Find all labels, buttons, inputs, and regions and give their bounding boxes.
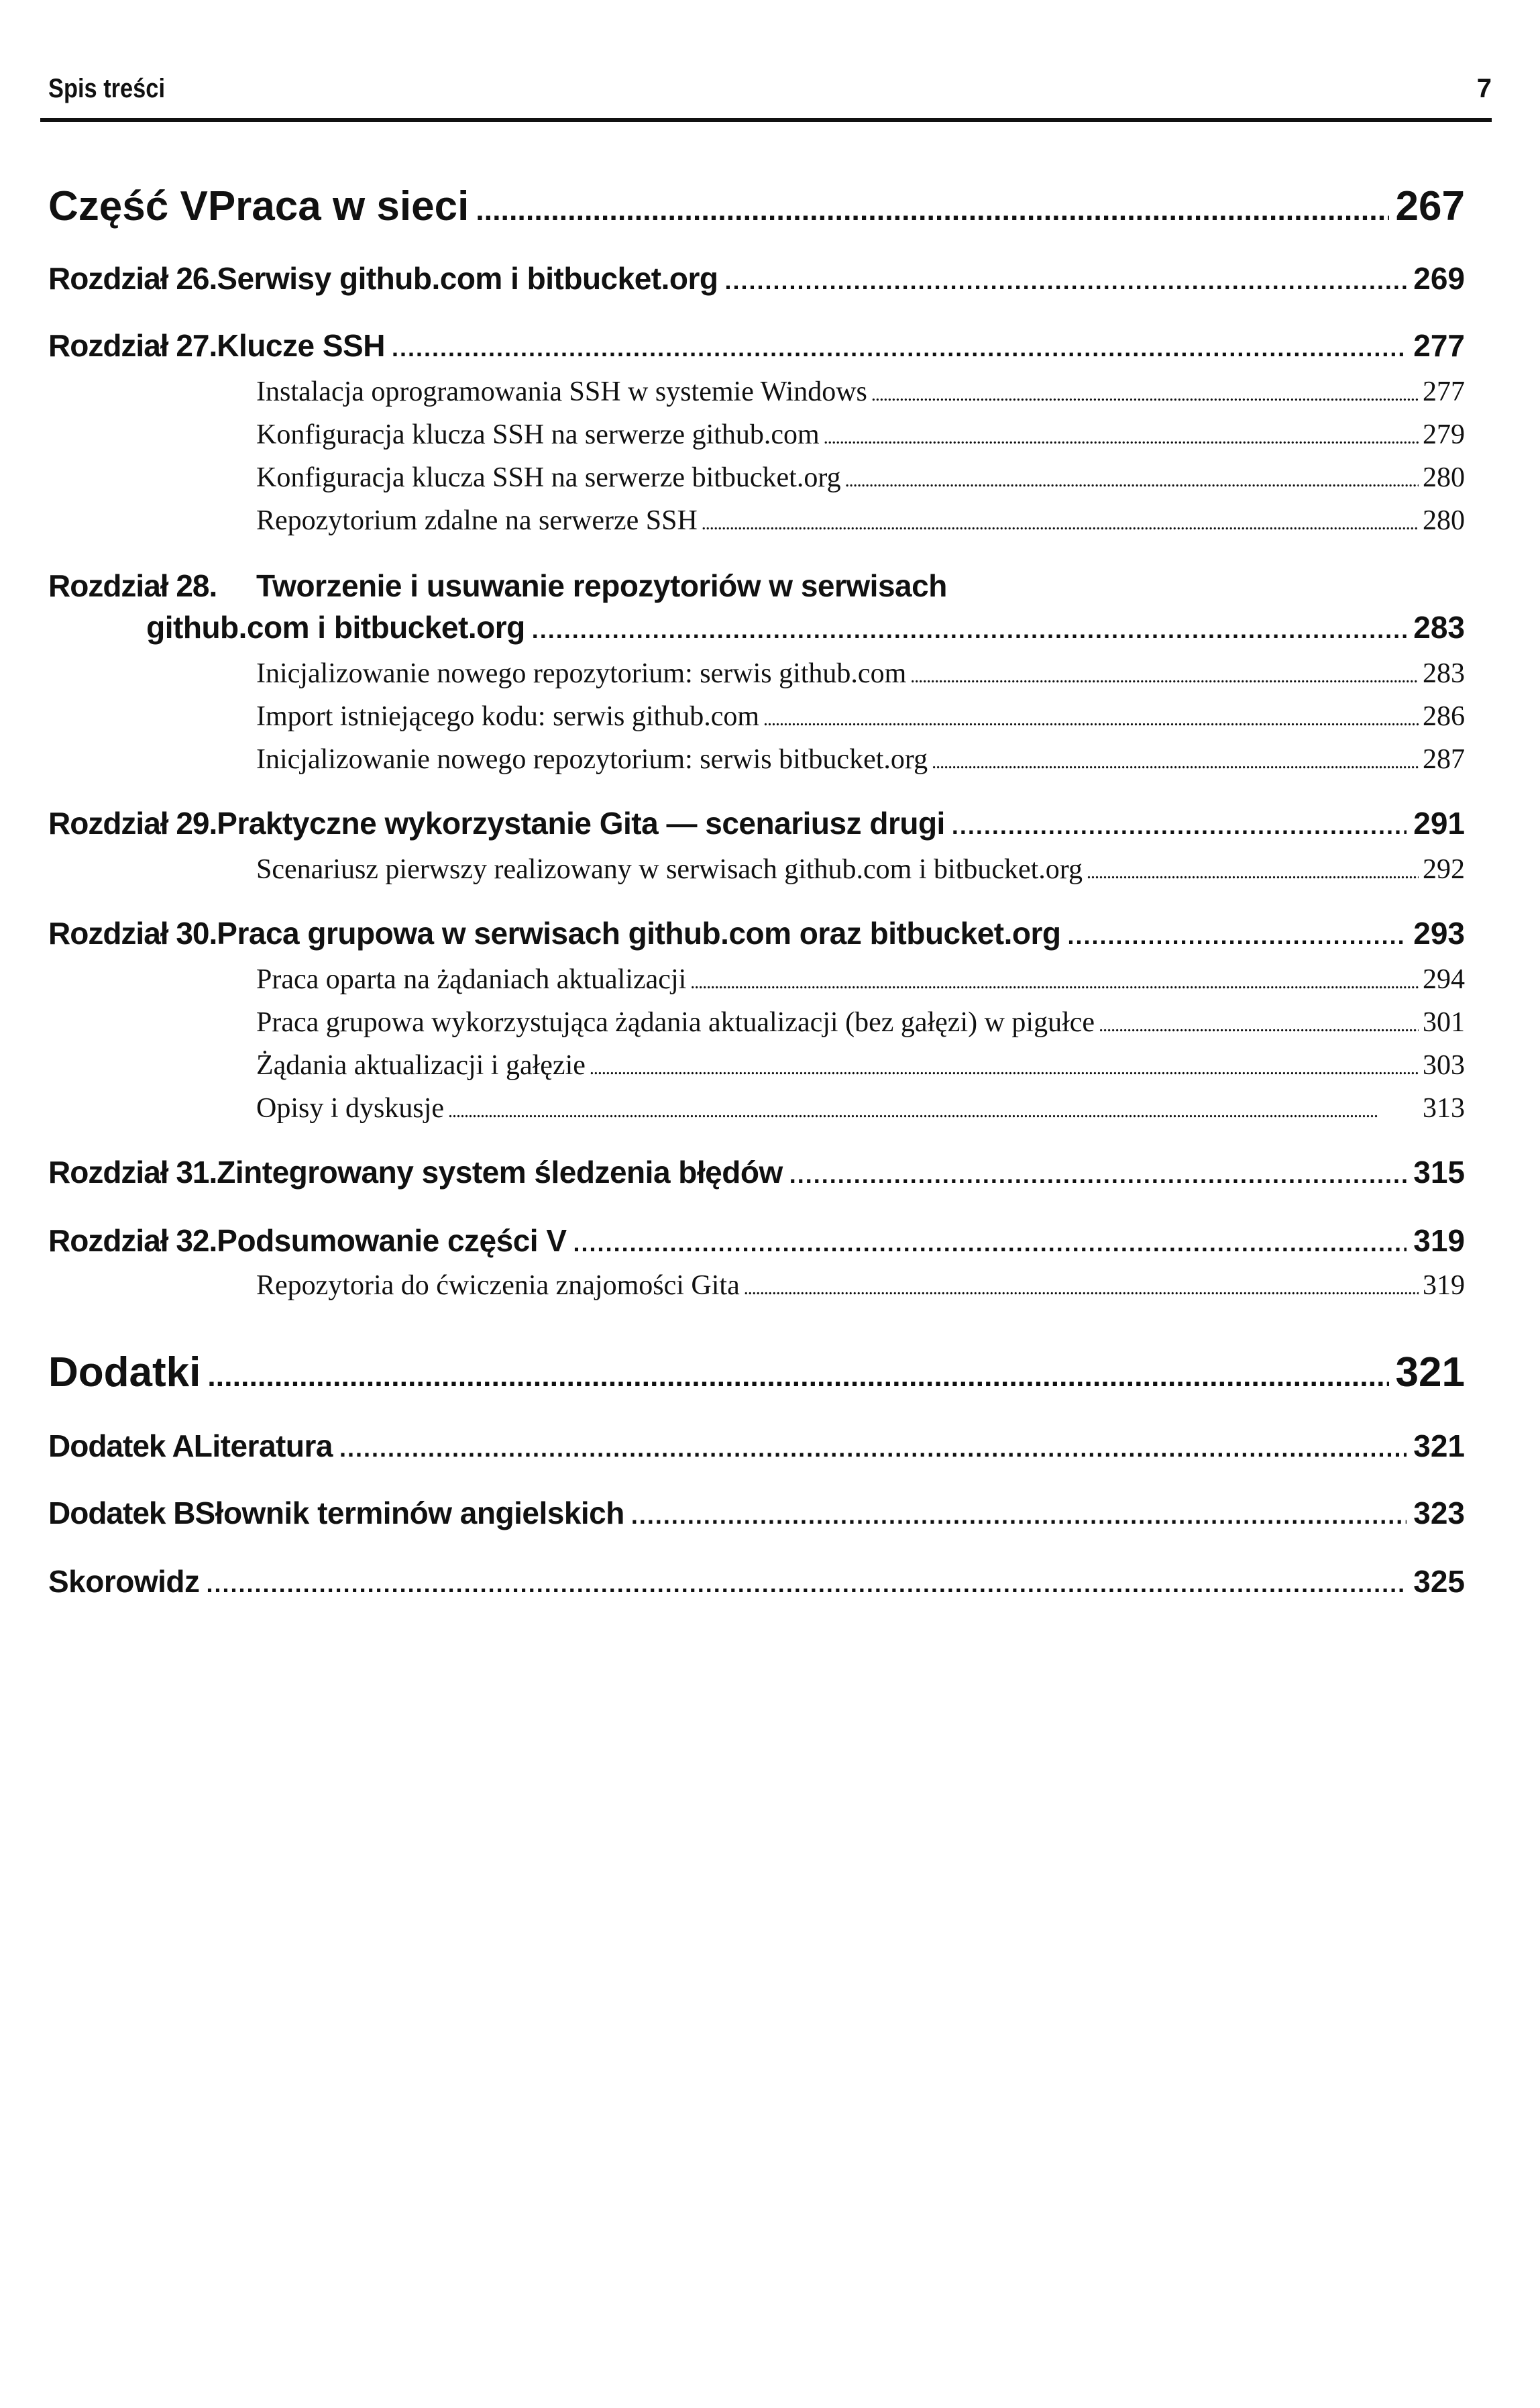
appendix-page: 323	[1413, 1496, 1465, 1530]
section-title: Opisy i dyskusje	[256, 1093, 445, 1124]
chapter-label: Rozdział 32.	[48, 1223, 217, 1258]
dot-leader	[339, 1428, 1407, 1464]
section-page: 283	[1423, 658, 1465, 689]
chapter-title: Zintegrowany system śledzenia błędów	[217, 1155, 783, 1190]
toc-section-entry[interactable]	[48, 1049, 1465, 1082]
chapter-title: Podsumowanie części V	[217, 1223, 567, 1258]
toc-chapter-entry[interactable]	[48, 915, 1465, 951]
section-page: 277	[1423, 376, 1465, 407]
toc-chapter-entry[interactable]	[48, 1154, 1465, 1190]
part-page: 267	[1395, 183, 1465, 229]
appendices-title: Dodatki	[48, 1349, 201, 1396]
dot-leader	[824, 419, 1419, 451]
toc-section-entry[interactable]	[48, 462, 1465, 494]
chapter-page: 315	[1413, 1155, 1465, 1190]
toc-appendices-entry[interactable]	[48, 1349, 1465, 1396]
section-page: 279	[1423, 419, 1465, 450]
toc-section-entry[interactable]	[48, 1006, 1465, 1039]
chapter-title-line1: Tworzenie i usuwanie repozytoriów w serwisach	[256, 568, 947, 603]
part-title: Praca w sieci	[207, 183, 470, 229]
chapter-label: Rozdział 31.	[48, 1155, 217, 1190]
dot-leader	[725, 260, 1407, 297]
toc-section-entry[interactable]	[48, 1092, 1465, 1124]
section-title: Praca oparta na żądaniach aktualizacji	[256, 964, 687, 995]
toc-section-entry[interactable]	[48, 700, 1465, 733]
section-title: Repozytoria do ćwiczenia znajomości Gita	[256, 1270, 740, 1301]
toc-section-entry[interactable]	[48, 505, 1465, 537]
appendices-page: 321	[1395, 1349, 1465, 1396]
dot-leader	[789, 1154, 1407, 1190]
toc-section-entry[interactable]	[48, 963, 1465, 996]
toc-chapter-entry[interactable]	[48, 327, 1465, 364]
dot-leader	[448, 1092, 1419, 1124]
dot-leader	[744, 1269, 1419, 1302]
running-head	[48, 74, 1492, 114]
section-title: Konfiguracja klucza SSH na serwerze bitbucket.org	[256, 462, 841, 493]
section-page: 294	[1423, 964, 1465, 995]
section-title: Import istniejącego kodu: serwis github.com	[256, 701, 760, 732]
chapter-page: 277	[1413, 328, 1465, 363]
section-title: Repozytorium zdalne na serwerze SSH	[256, 505, 698, 536]
section-title: Praca grupowa wykorzystująca żądania aktualizacji (bez gałęzi) w pigułce	[256, 1007, 1095, 1038]
section-title: Konfiguracja klucza SSH na serwerze github.com	[256, 419, 820, 450]
toc-appendix-entry[interactable]	[48, 1495, 1465, 1531]
chapter-title: github.com i bitbucket.org	[146, 610, 525, 645]
dot-leader	[207, 1349, 1388, 1396]
chapter-title: Serwisy github.com i bitbucket.org	[217, 261, 718, 296]
section-page: 292	[1423, 854, 1465, 885]
dot-leader	[690, 963, 1419, 996]
chapter-label: Rozdział 30.	[48, 916, 217, 951]
toc-chapter-entry[interactable]	[48, 260, 1465, 297]
chapter-page: 269	[1413, 261, 1465, 296]
dot-leader	[845, 462, 1419, 494]
section-title: Inicjalizowanie nowego repozytorium: serwis github.com	[256, 658, 907, 689]
appendix-page: 321	[1413, 1428, 1465, 1463]
dot-leader	[476, 182, 1388, 230]
chapter-title: Praktyczne wykorzystanie Gita — scenariusz drugi	[217, 806, 945, 841]
chapter-page: 319	[1413, 1223, 1465, 1258]
dot-leader	[702, 505, 1419, 537]
dot-leader	[763, 700, 1419, 733]
dot-leader	[1099, 1006, 1419, 1039]
section-page: 303	[1423, 1050, 1465, 1081]
toc-chapter-entry[interactable]	[48, 805, 1465, 841]
toc-chapter-entry[interactable]	[48, 568, 1465, 604]
section-title: Żądania aktualizacji i gałęzie	[256, 1050, 586, 1081]
dot-leader	[532, 609, 1407, 645]
chapter-label: Rozdział 29.	[48, 806, 217, 841]
section-page: 301	[1423, 1007, 1465, 1038]
toc-chapter-entry[interactable]	[48, 1222, 1465, 1259]
toc-part-entry[interactable]	[48, 182, 1465, 230]
dot-leader	[871, 376, 1419, 408]
section-page: 280	[1423, 505, 1465, 536]
section-title: Instalacja oprogramowania SSH w systemie Windows	[256, 376, 867, 407]
running-head-title: Spis treści	[48, 74, 166, 103]
dot-leader	[1068, 915, 1407, 951]
section-title: Scenariusz pierwszy realizowany w serwisach github.com i bitbucket.org	[256, 854, 1083, 885]
section-title: Inicjalizowanie nowego repozytorium: serwis bitbucket.org	[256, 744, 928, 775]
section-page: 280	[1423, 462, 1465, 493]
toc-section-entry[interactable]	[48, 658, 1465, 690]
dot-leader	[392, 327, 1407, 364]
toc-section-entry[interactable]	[48, 853, 1465, 886]
index-title: Skorowidz	[48, 1564, 200, 1599]
chapter-page: 291	[1413, 806, 1465, 841]
index-page: 325	[1413, 1564, 1465, 1599]
part-label: Część V	[48, 183, 208, 229]
dot-leader	[910, 658, 1419, 690]
chapter-page: 283	[1413, 610, 1465, 645]
dot-leader	[207, 1563, 1407, 1600]
chapter-title: Klucze SSH	[217, 328, 385, 363]
chapter-label: Rozdział 27.	[48, 328, 217, 363]
appendix-label: Dodatek A	[48, 1428, 194, 1463]
dot-leader	[1087, 853, 1419, 886]
chapter-label: Rozdział 26.	[48, 261, 217, 296]
toc-section-entry[interactable]	[48, 1269, 1465, 1302]
appendix-title: Literatura	[193, 1428, 333, 1463]
dot-leader	[952, 805, 1407, 841]
chapter-title: Praca grupowa w serwisach github.com oraz bitbucket.org	[217, 916, 1061, 951]
section-page: 313	[1423, 1093, 1465, 1124]
toc-section-entry[interactable]	[48, 419, 1465, 451]
chapter-page: 293	[1413, 916, 1465, 951]
header-rule	[40, 118, 1492, 122]
toc-appendix-entry[interactable]	[48, 1428, 1465, 1464]
section-page: 287	[1423, 744, 1465, 775]
section-page: 319	[1423, 1270, 1465, 1301]
running-head-page-number: 7	[1476, 74, 1492, 103]
toc-section-entry[interactable]	[48, 376, 1465, 408]
dot-leader	[631, 1495, 1407, 1531]
appendix-title: Słownik terminów angielskich	[195, 1496, 624, 1530]
toc-section-entry[interactable]	[48, 743, 1465, 776]
dot-leader	[573, 1222, 1407, 1259]
toc-chapter-entry-continued[interactable]	[48, 609, 1465, 645]
toc-index-entry[interactable]	[48, 1563, 1465, 1600]
chapter-label: Rozdział 28.	[48, 568, 217, 603]
dot-leader	[932, 743, 1419, 776]
dot-leader	[590, 1049, 1419, 1082]
appendix-label: Dodatek B	[48, 1496, 195, 1530]
section-page: 286	[1423, 701, 1465, 732]
